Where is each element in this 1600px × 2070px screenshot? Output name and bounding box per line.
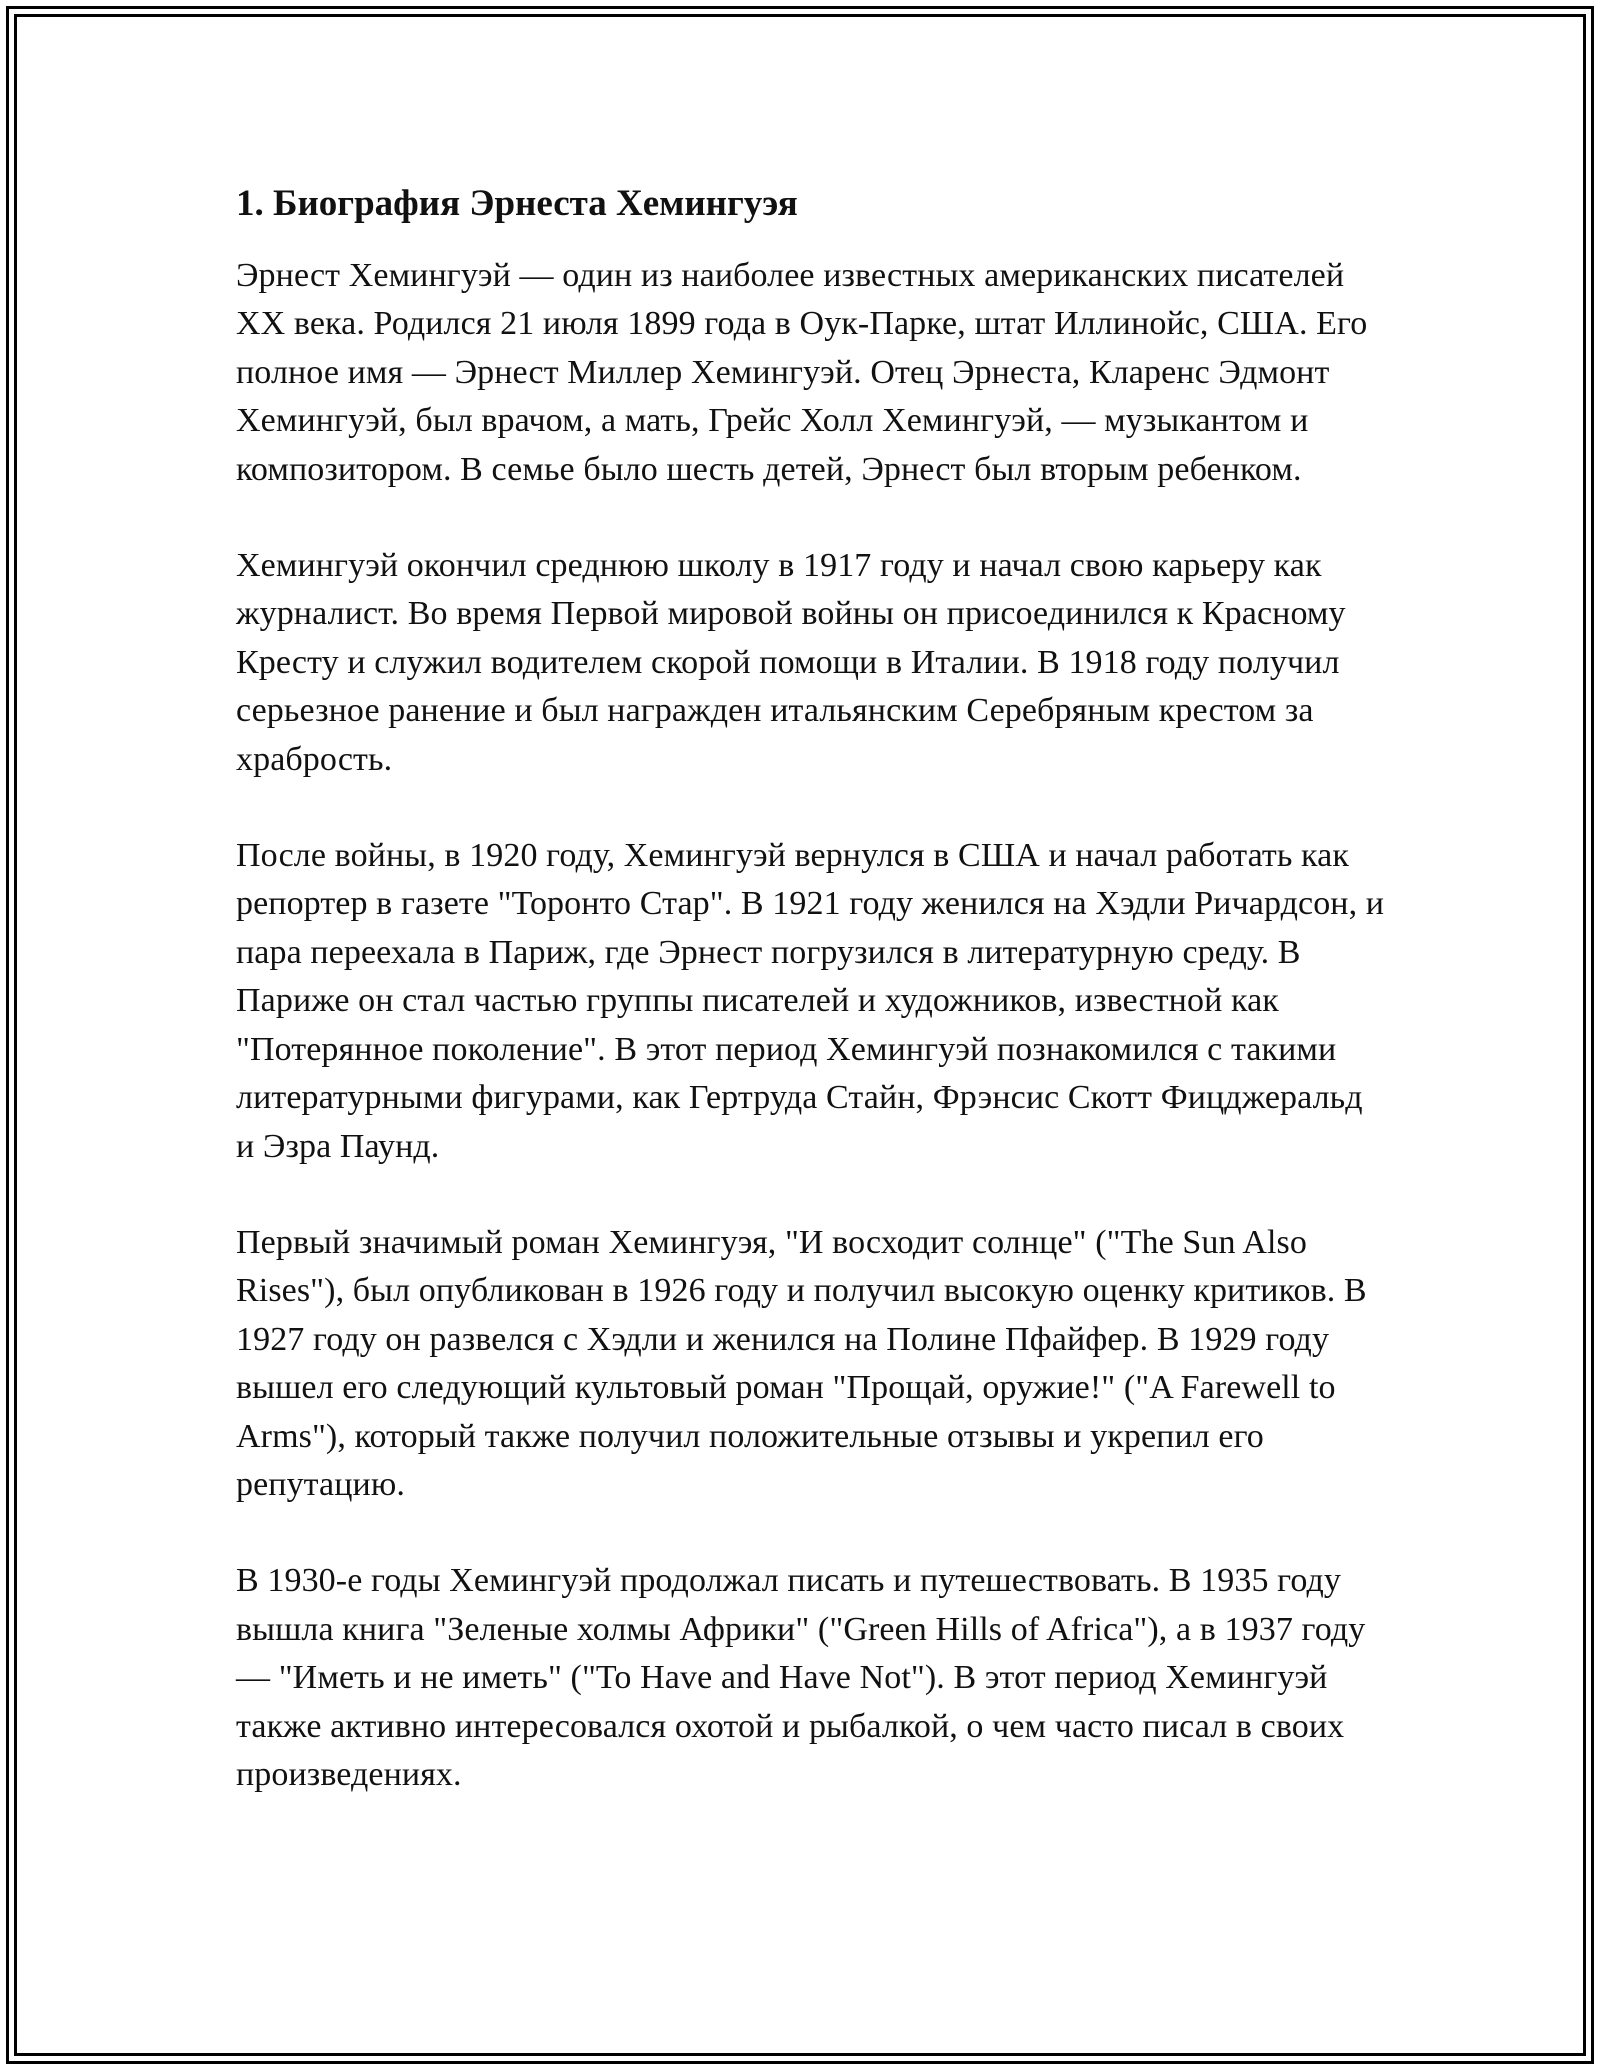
document-body (236, 178, 1386, 1799)
paragraph-first-novels: Первый значимый роман Хемингуэя, "И восходит солнце" ("The Sun Also Rises"), был опубликован в 1926 году и получил высокую оценку критиков. В 1927 году он развелся с Хэдли и женился на Полине Пфайфер. В 1929 году вышел его следующий культовый роман "Прощай, оружие!" ("A Farewell to Arms"), который также получил положительные отзывы и укрепил его репутацию. (236, 1223, 1367, 1503)
section-heading: 1. Биография Эрнеста Хемингуэя (236, 183, 798, 224)
paragraph-paris-years: После войны, в 1920 году, Хемингуэй вернулся в США и начал работать как репортер в газете "Торонто Стар". В 1921 году женился на Хэдли Ричардсон, и пара переехала в Париж, где Эрнест погрузился в литературную среду. В Париже он стал частью группы писателей и художников, известной как "Потерянное поколение". В этот период Хемингуэй познакомился с такими литературными фигурами, как Гертруда Стайн, Фрэнсис Скотт Фицджеральд и Эзра Паунд. (236, 837, 1385, 1165)
paragraph-1930s: В 1930-е годы Хемингуэй продолжал писать и путешествовать. В 1935 году вышла книга "Зеленые холмы Африки" ("Green Hills of Africa"), а в 1937 году — "Иметь и не иметь" ("To Have and Have Not"). В этот период Хемингуэй также активно интересовался охотой и рыбалкой, о чем часто писал в своих произведениях. (236, 1562, 1366, 1793)
paragraph-early-life: Эрнест Хемингуэй — один из наиболее известных американских писателей XX века. Родился 21 июля 1899 года в Оук-Парке, штат Иллинойс, США. Его полное имя — Эрнест Миллер Хемингуэй. Отец Эрнеста, Кларенс Эдмонт Хемингуэй, был врачом, а мать, Грейс Холл Хемингуэй, — музыкантом и композитором. В семье было шесть детей, Эрнест был вторым ребенком. (236, 257, 1368, 488)
paragraph-war-service: Хемингуэй окончил среднюю школу в 1917 году и начал свою карьеру как журналист. Во время Первой мировой войны он присоединился к Красному Кресту и служил водителем скорой помощи в Италии. В 1918 году получил серьезное ранение и был награжден итальянским Серебряным крестом за храбрость. (236, 547, 1346, 778)
